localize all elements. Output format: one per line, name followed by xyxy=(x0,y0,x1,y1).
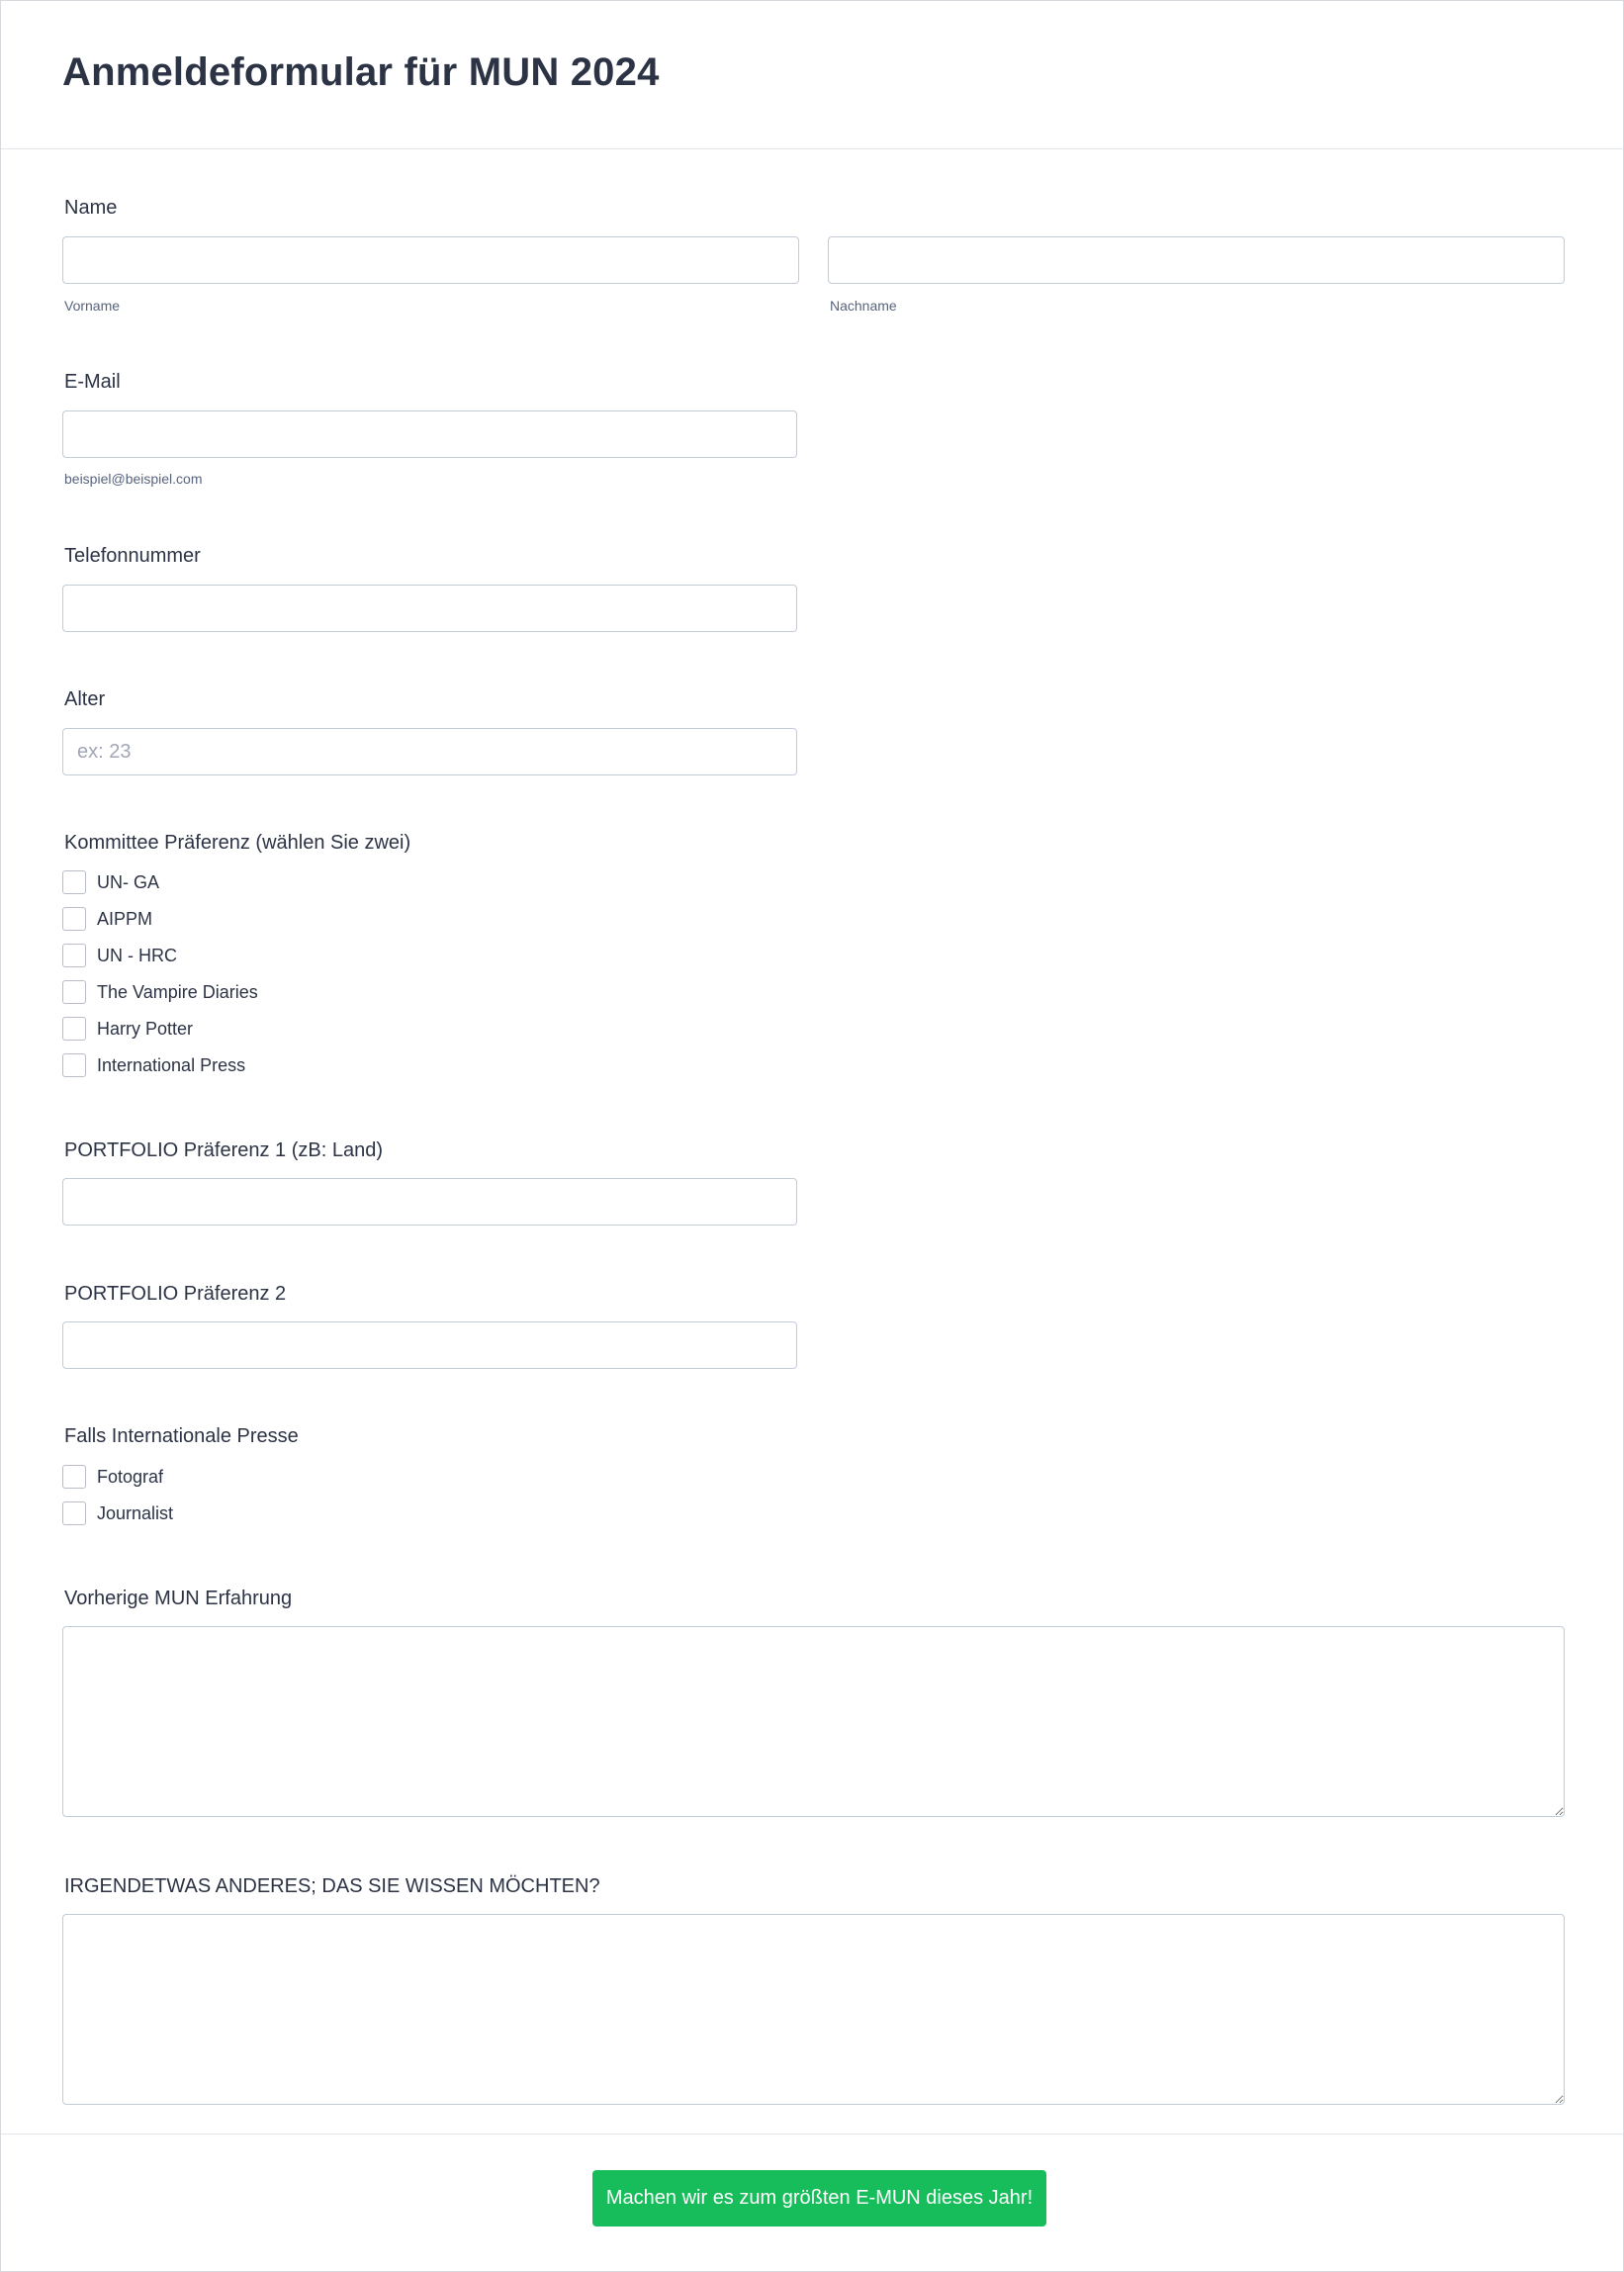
press-option-journalist[interactable] xyxy=(62,1500,173,1526)
phone-input[interactable] xyxy=(62,585,797,632)
checkbox[interactable] xyxy=(62,1465,86,1489)
name-label: Name xyxy=(64,197,118,219)
experience-label: Vorherige MUN Erfahrung xyxy=(64,1588,293,1609)
phone-label: Telefonnummer xyxy=(64,545,201,567)
last-name-sublabel: Nachname xyxy=(830,298,897,314)
age-input[interactable] xyxy=(62,728,797,775)
committee-option-vampire-diaries[interactable] xyxy=(62,979,258,1005)
option-label: UN - HRC xyxy=(97,945,177,965)
submit-button[interactable]: Machen wir es zum größten E-MUN dieses Jahr! xyxy=(592,2170,1046,2227)
portfolio2-input[interactable] xyxy=(62,1321,797,1369)
option-label: The Vampire Diaries xyxy=(97,981,258,1002)
portfolio1-label: PORTFOLIO Präferenz 1 (zB: Land) xyxy=(64,1139,383,1161)
form-footer xyxy=(1,2134,1623,2272)
committee-option-aippm[interactable] xyxy=(62,906,152,932)
form-title: Anmeldeformular für MUN 2024 xyxy=(62,50,660,94)
age-label: Alter xyxy=(64,688,106,710)
checkbox[interactable] xyxy=(62,1501,86,1525)
email-label: E-Mail xyxy=(64,371,121,393)
press-label: Falls Internationale Presse xyxy=(64,1425,299,1447)
email-input[interactable] xyxy=(62,410,797,458)
checkbox[interactable] xyxy=(62,907,86,931)
press-option-fotograf[interactable] xyxy=(62,1464,163,1490)
committee-option-international-press[interactable] xyxy=(62,1052,245,1078)
checkbox[interactable] xyxy=(62,944,86,967)
email-sublabel: beispiel@beispiel.com xyxy=(64,471,203,487)
portfolio1-input[interactable] xyxy=(62,1178,797,1226)
committee-option-harry-potter[interactable] xyxy=(62,1016,193,1042)
portfolio2-label: PORTFOLIO Präferenz 2 xyxy=(64,1283,287,1305)
checkbox[interactable] xyxy=(62,1017,86,1041)
first-name-input[interactable] xyxy=(62,236,799,284)
option-label: AIPPM xyxy=(97,908,153,929)
checkbox[interactable] xyxy=(62,1053,86,1077)
first-name-sublabel: Vorname xyxy=(64,298,121,314)
checkbox[interactable] xyxy=(62,980,86,1004)
option-label: UN- GA xyxy=(97,871,159,892)
form-header xyxy=(1,1,1623,149)
anything-else-textarea[interactable] xyxy=(62,1914,1565,2105)
committee-label: Kommittee Präferenz (wählen Sie zwei) xyxy=(64,832,411,854)
committee-option-un-hrc[interactable] xyxy=(62,943,177,968)
option-label: Journalist xyxy=(97,1502,174,1523)
committee-option-un-ga[interactable] xyxy=(62,869,159,895)
option-label: Fotograf xyxy=(97,1466,164,1487)
option-label: International Press xyxy=(97,1054,246,1075)
last-name-input[interactable] xyxy=(828,236,1565,284)
experience-textarea[interactable] xyxy=(62,1626,1565,1817)
option-label: Harry Potter xyxy=(97,1018,194,1039)
anything-else-label: IRGENDETWAS ANDERES; DAS SIE WISSEN MÖCHTEN? xyxy=(64,1875,600,1897)
checkbox[interactable] xyxy=(62,870,86,894)
